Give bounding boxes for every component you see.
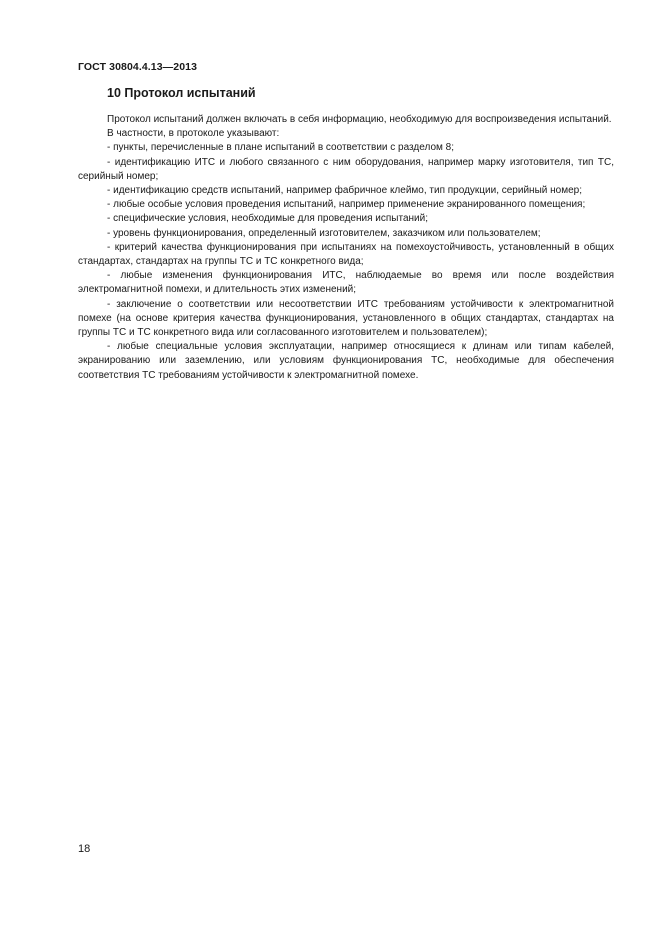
list-item-functional-changes: - любые изменения функционирования ИТС, наблюдаемые во время или после воздействия электромагнитной помехи, и длительность этих изменений;: [78, 270, 614, 296]
list-item-conformity-conclusion: - заключение о соответствии или несоответствии ИТС требованиям устойчивости к электромагнитной помехе (на основе критерия качества функционирования, установленного в общих стандартах, стандартах на группы ТС и ТС конкретного вида или согласованного изготовителем и пользователем);: [78, 298, 614, 339]
list-item-operating-conditions: - любые специальные условия эксплуатации, например относящиеся к длинам или типам кабелей, экранированию или заземлению, или условиям функционирования ТС, необходимые для обеспечения соответствия ТС требованиям устойчивости к электромагнитной помехе.: [78, 341, 614, 381]
paragraph-lead: В частности, в протоколе указывают:: [107, 128, 280, 140]
list-item-performance-criterion: - критерий качества функционирования при испытаниях на помехоустойчивость, установленный в общих стандартах, стандартах на группы ТС и ТС конкретного вида;: [78, 241, 614, 268]
list-item-eut-identification: - идентификацию ИТС и любого связанного с ним оборудования, например марку изготовителя, тип ТС, серийный номер;: [78, 156, 614, 182]
list-item-test-plan: - пункты, перечисленные в плане испытаний в соответствии с разделом 8;: [107, 142, 454, 154]
paragraph-intro: Протокол испытаний должен включать в себя информацию, необходимую для воспроизведения испытаний.: [107, 114, 612, 125]
body-text: [78, 113, 614, 383]
document-header: ГОСТ 30804.4.13—2013: [78, 61, 198, 73]
page-number: 18: [78, 843, 91, 855]
list-item-test-equipment: - идентификацию средств испытаний, например фабричное клеймо, тип продукции, серийный номер;: [107, 185, 582, 197]
list-item-special-conditions: - любые особые условия проведения испытаний, например применение экранированного помещения;: [107, 199, 586, 211]
section-title: 10 Протокол испытаний: [107, 86, 256, 100]
list-item-specific-conditions: - специфические условия, необходимые для проведения испытаний;: [107, 213, 428, 225]
list-item-performance-level: - уровень функционирования, определенный изготовителем, заказчиком или пользователем;: [107, 227, 541, 239]
